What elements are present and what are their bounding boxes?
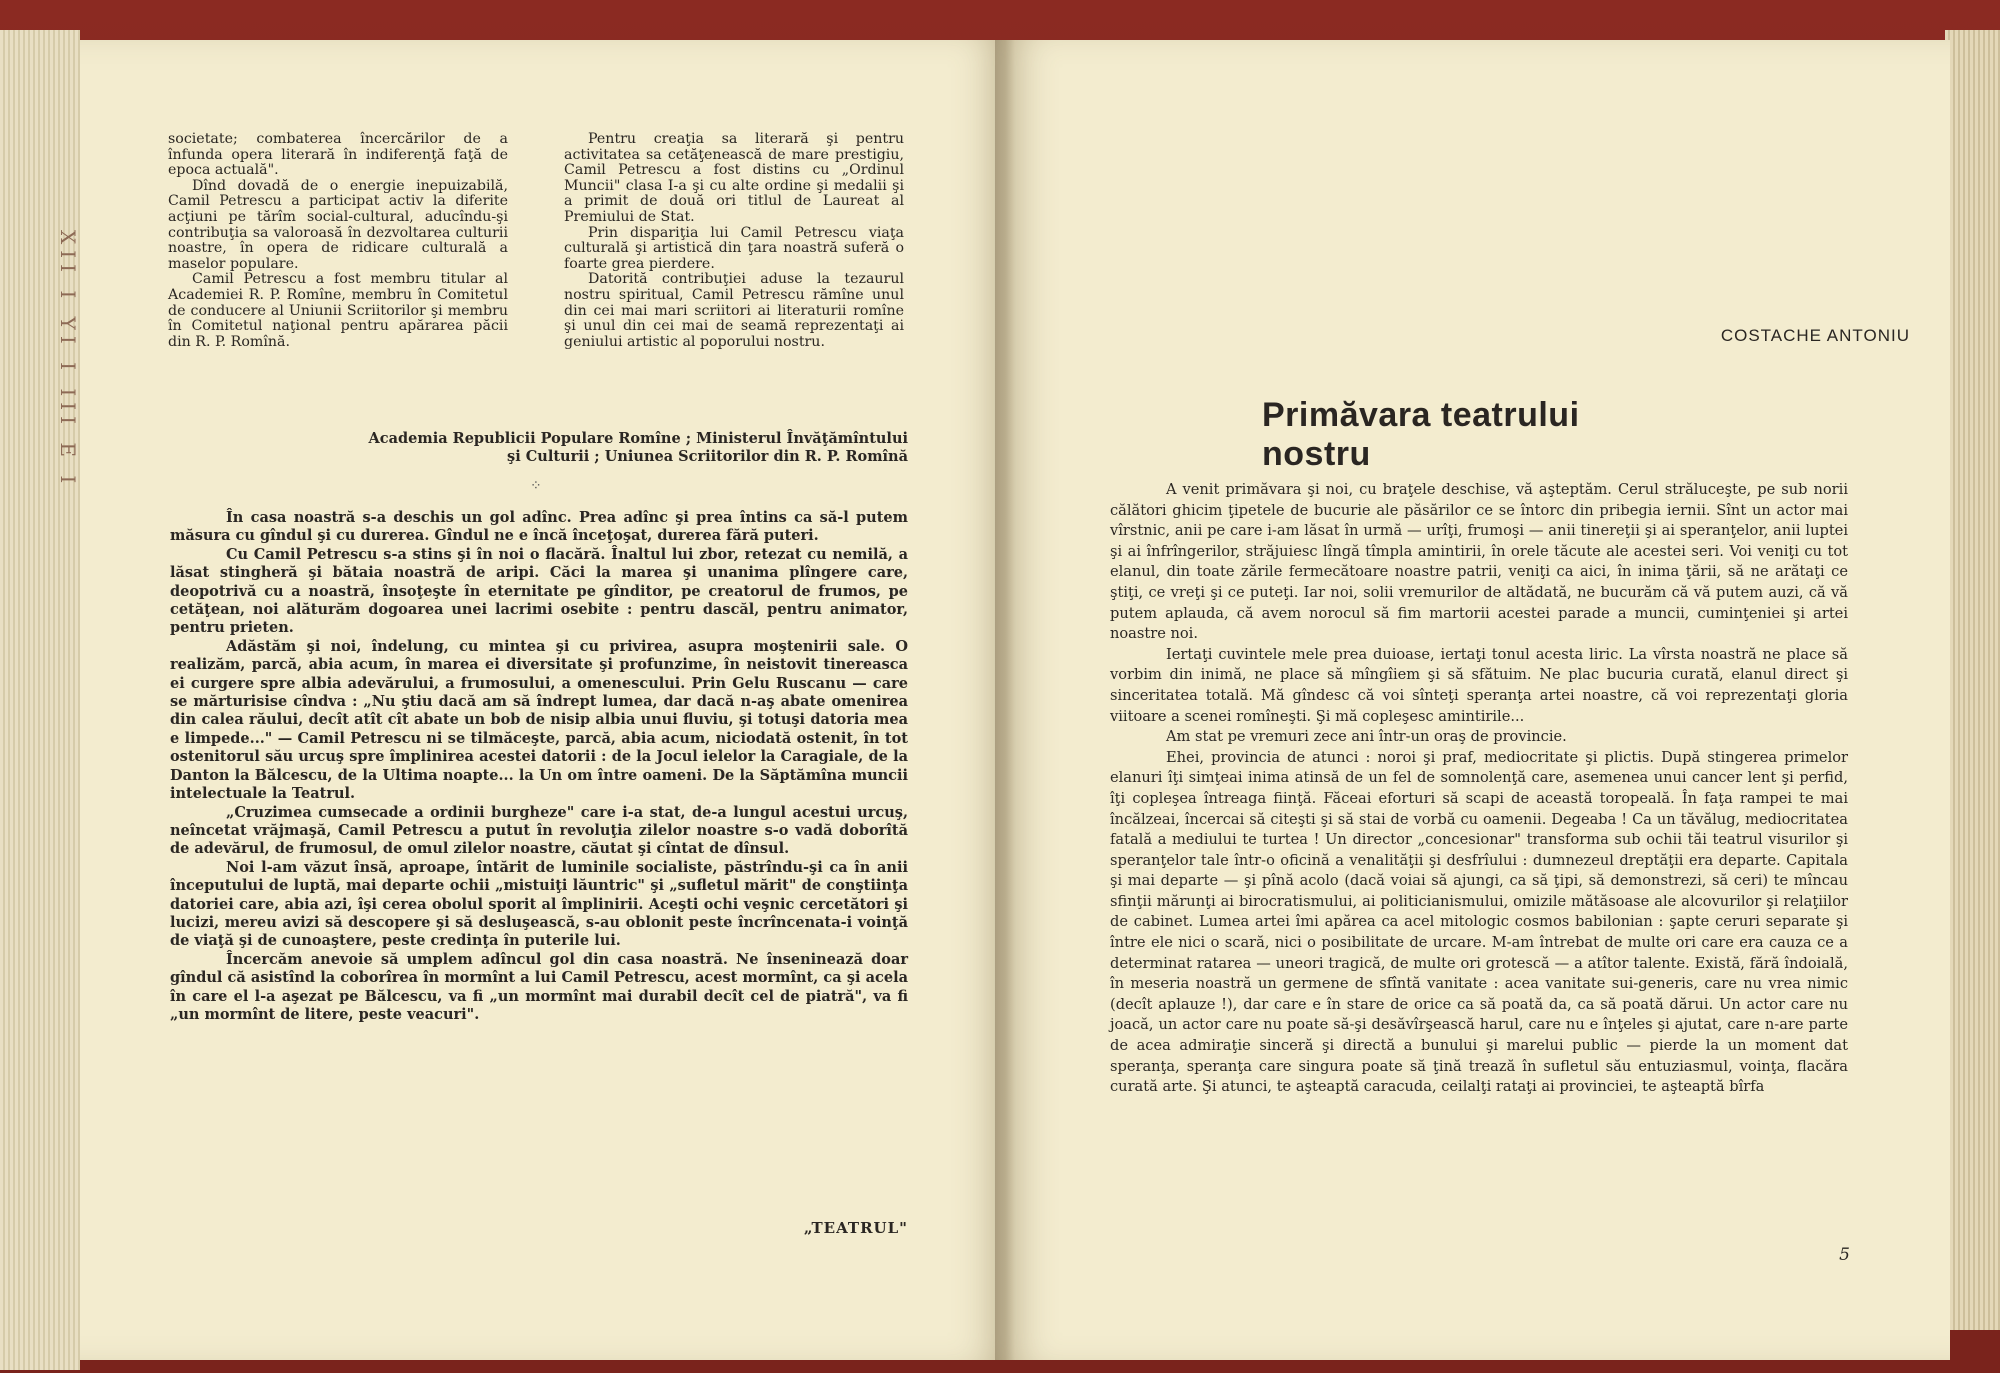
article-author: COSTACHE ANTONIU [1720, 326, 1910, 345]
paragraph: A venit primăvara şi noi, cu braţele deschise, vă aşteptăm. Cerul străluceşte, pe sub norii călători ghicim ţipetele de bucurie ale păsărilor ce se întorc din pribegia iernii. Sînt un actor mai vîrstnic, anii pe care i-am lăsat în urmă — urîţi, frumoşi — anii tinereţii şi ai speranţelor, anii luptei şi ai înfrîngerilor, străjuiesc lîngă tîmpla amintirii, în orele tăcute ale acestei seri. Voi veniţi cu tot elanul, din toate zările fermecătoare noastre patrii, veniţi ca aici, în inima ţării, să ne arătaţi ce ştiţi, ce vreţi şi ce puteţi. Iar noi, solii vremurilor de altădată, ne bucurăm că vă putem auzi, că vă putem aplauda, că avem norocul să fim martorii acestei parade a muncii, cuminţeniei şi artei noastre noi. [1110, 481, 1848, 643]
paragraph: Pentru creaţia sa literară şi pentru activitatea sa cetăţenească de mare prestigiu, Camil Petrescu a fost distins cu „Ordinul Muncii" clasa I-a şi cu alte ordine şi medalii şi a primit de două ori titlul de Laureat al Premiului de Stat. [564, 131, 904, 225]
article-title: Primăvara teatrului nostru [1262, 396, 1580, 473]
article-body [1110, 480, 1848, 1098]
signature: „TEATRUL" [803, 1219, 908, 1237]
paragraph: Iertaţi cuvintele mele prea duioase, iertaţi tonul acesta liric. La vîrsta noastră ne place să vorbim din inimă, ne place să mîngîiem şi să sfătuim. Ne plac bucuria curată, elanul direct şi sinceritatea totală. Mă gîndesc că voi sînteţi speranţa artei noastre, că voi reprezentaţi gloria viitoare a scenei romîneşti. Şi mă copleşesc amintirile... [1110, 645, 1848, 725]
paragraph: Adăstăm şi noi, îndelung, cu mintea şi cu privirea, asupra moştenirii sale. O realizăm, parcă, abia acum, în marea ei diversitate şi profunzime, în neistovit tinereasca ei curgere spre albia adevărului, a frumosului, a omenescului. Prin Gelu Ruscanu — care se mărturisise cîndva : „Nu ştiu dacă am să îndrept lumea, dar dacă n-aş abate omenirea din calea răului, decît atît cît abate un bob de nisip albia unui fluviu, şi totuşi datoria mea e limpede..." — Camil Petrescu ni se tilmăceşte, parcă, abia acum, niciodată ostenit, în tot ostenitorul său urcuş spre împlinirea acestei datorii : de la Jocul ielelor la Caragiale, de la Danton la Bălcescu, de la Ultima noapte... la Un om între oameni. De la Săptămîna muncii intelectuale la Teatrul. [170, 637, 908, 803]
paragraph: Prin dispariţia lui Camil Petrescu viaţa culturală şi artistică din ţara noastră suferă o foarte grea pierdere. [564, 224, 904, 272]
margin-handwriting: ΧΙΙ Ι ΥΙ Ι ΙΙΙ Ε Ι [56, 230, 80, 490]
paragraph: În casa noastră s-a deschis un gol adînc. Prea adînc şi prea întins ca să-l putem măsura cu gîndul şi cu durerea. Gîndul ne e încă înceţoşat, durerea fără puteri. [170, 509, 908, 545]
paragraph: Am stat pe vremuri zece ani într-un oraş de provincie. [1166, 728, 1567, 746]
signatories-block [280, 430, 908, 466]
paragraph: societate; combaterea încercărilor de a înfunda opera literară în indiferenţă faţă de epoca actuală". [168, 131, 508, 179]
paragraph: Noi l-am văzut însă, aproape, întărit de luminile socialiste, păstrîndu-şi ca în anii începutului de luptă, mai departe ochii „mistuiţi lăuntric" şi „sufletul mărit" de conştiinţa datoriei care, abia azi, îşi cerea obolul sporit al împlinirii. Aceşti ochi veşnic cercetători şi lucizi, mereu avizi să descopere şi să desluşească, s-au oblonit peste încrîncenata-i voinţă de viaţă şi de cunoaştere, peste credinţa în puterile lui. [170, 858, 908, 950]
paragraph: Încercăm anevoie să umplem adîncul gol din casa noastră. Ne înseninează doar gîndul că asistînd la coborîrea în mormînt a lui Camil Petrescu, acest mormînt, ca şi acela în care el l-a aşezat pe Bălcescu, va fi „un mormînt mai durabil decît cel de piatră", va fi „un mormînt de litere, peste veacuri". [170, 950, 908, 1023]
right-page-edges [1945, 30, 2000, 1330]
page-number: 5 [1839, 1245, 1850, 1265]
left-column-1 [168, 132, 508, 350]
signatories-line: Academia Republicii Populare Romîne ; Ministerul Învăţămîntului [368, 430, 908, 447]
section-separator: ⁘ [530, 478, 542, 494]
tribute-text [170, 509, 908, 1024]
book-gutter [995, 40, 1015, 1360]
left-column-2 [564, 132, 904, 350]
paragraph: Datorită contribuţiei aduse la tezaurul nostru spiritual, Camil Petrescu rămîne unul din cei mai mari scriitori ai literaturii romîne şi unul din cei mai de seamă reprezentaţi ai geniului artistic al poporului nostru. [564, 271, 904, 350]
paragraph: „Cruzimea cumsecade a ordinii burgheze" care i-a stat, de-a lungul acestui urcuş, neîncetat vrăjmaşă, Camil Petrescu a putut în revoluţia zilelor noastre s-o vadă doborîtă de adevărul, de frumosul, de omul zilelor noastre, căutat şi cîntat de dînsul. [170, 803, 908, 858]
signatories-line: şi Culturii ; Uniunea Scriitorilor din R. P. Romînă [507, 448, 908, 465]
paragraph: Ehei, provincia de atunci : noroi şi praf, mediocritate şi plictis. După stingerea primelor elanuri îţi simţeai inima atinsă de un fel de somnolenţă care, asemenea unui cancer lent şi perfid, îţi copleşea întreaga fiinţă. Făceai eforturi să scapi de această toropeală. În faţa rampei te mai încălzeai, încercai să citeşti şi să stai de vorbă cu oamenii. Degeaba ! Ca un tăvălug, mediocritatea fatală a mediului te turtea ! Un director „concesionar" transforma sub ochii tăi teatrul visurilor şi speranţelor tale într-o oficină a venalităţii şi desfrîului : dumnezeul dreptăţii era departe. Capitala şi mai departe — şi pînă acolo (dacă voiai să ajungi, ca să ţipi, să demonstrezi, să ceri) te mîncau sfinţii mărunţi ai birocratismului, ai politicianismului, omizile mătăsoase ale alcovurilor şi relaţiilor de cabinet. Lumea artei îmi apărea ca acel mitologic cosmos babilonian : şapte ceruri separate şi între ele nici o scară, nici o posibilitate de urcare. M-am întrebat de multe ori care era cauza ce a determinat ratarea — uneori tragică, de multe ori grotescă — a atîtor talente. Există, fără îndoială, în meseria noastră un germene de sfîntă vanitate : acea vanitate sui-generis, care nu vrea nimic (decît aplauze !), dar care e în stare de orice ca să poată da, ca să poată dărui. Un actor care nu joacă, un actor care nu poate să-şi desăvîrşească harul, care nu e înţeles şi ajutat, care n-are parte de acea admiraţie sinceră şi directă a bunului şi marelui public — pierde la un moment dat speranţa, speranţa care singura poate să ţină trează în sufletul său entuziasmul, voinţa, flacăra curată arte. Şi atunci, te aşteaptă caracuda, ceilalţi rataţi ai provinciei, te aşteaptă bîrfa [1110, 748, 1848, 1096]
paragraph: Cu Camil Petrescu s-a stins şi în noi o flacără. Înaltul lui zbor, retezat cu nemilă, a lăsat stingheră şi bătaia noastră de aripi. Căci la marea şi unanima plîngere care, deopotrivă cu a noastră, însoţeşte în eternitate pe gînditor, pe creatorul de frumos, pe cetăţean, noi alăturăm dogoarea unei lacrimi osebite : pentru dascăl, pentru animator, pentru prieten. [170, 545, 908, 637]
paragraph: Dînd dovadă de o energie inepuizabilă, Camil Petrescu a participat activ la diferite acţiuni pe tărîm social-cultural, aducîndu-şi contribuţia sa valoroasă în dezvoltarea culturii noastre, în opera de ridicare culturală a maselor populare. [168, 177, 508, 272]
paragraph: Camil Petrescu a fost membru titular al Academiei R. P. Romîne, membru în Comitetul de conducere al Uniunii Scriitorilor şi membru în Comitetul naţional pentru apărarea păcii din R. P. Romînă. [168, 271, 508, 350]
